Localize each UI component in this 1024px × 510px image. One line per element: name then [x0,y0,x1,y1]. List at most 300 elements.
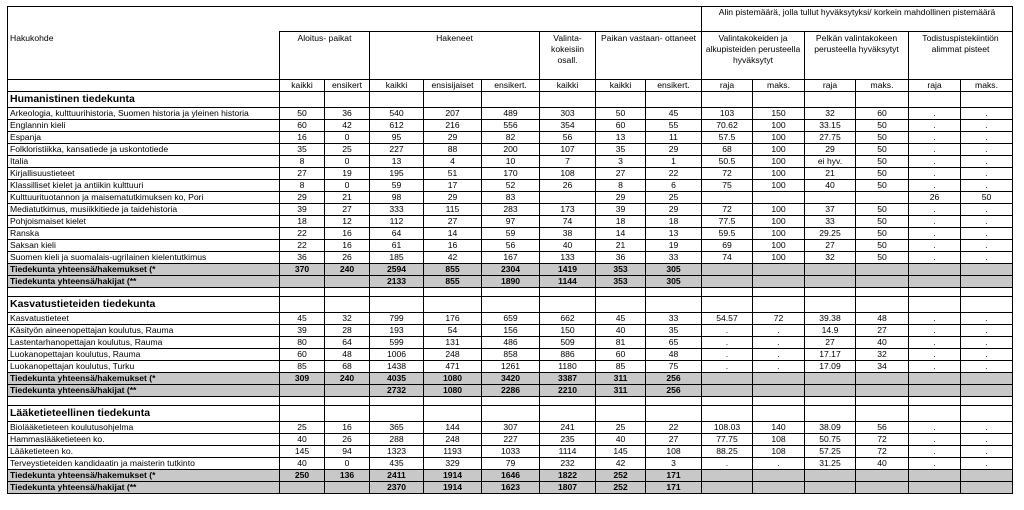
table-cell: 108 [540,168,596,180]
table-cell [805,373,856,385]
table-cell: 40 [596,434,646,446]
table-cell: 57.5 [702,132,753,144]
subheader-cell: maks. [961,80,1013,92]
table-cell: 1419 [540,264,596,276]
table-cell [753,264,805,276]
subheader-cell: raja [909,80,961,92]
spacer-cell [8,397,280,406]
table-cell: 858 [482,349,540,361]
spacer-cell [805,288,856,297]
section-title-empty-cell [961,406,1013,422]
table-cell [280,276,325,288]
spacer-cell [325,397,370,406]
section-title-empty-cell [909,406,961,422]
table-cell: 612 [370,120,424,132]
table-cell: 16 [325,240,370,252]
table-cell: 2411 [370,470,424,482]
spacer-cell [8,288,280,297]
table-cell [856,276,909,288]
table-cell: 27 [424,216,482,228]
table-cell: 52 [482,180,540,192]
hakukohde-header: Hakukohde [8,32,280,80]
table-row [8,108,1013,120]
table-cell: . [909,132,961,144]
table-cell: 1114 [540,446,596,458]
table-cell: 1914 [424,470,482,482]
table-cell: 33.15 [805,120,856,132]
table-cell: 68 [702,144,753,156]
admissions-table-container [7,6,1013,494]
spacer-cell [702,397,753,406]
table-cell: 3 [646,458,702,470]
spacer-cell [909,288,961,297]
spacer-cell [424,397,482,406]
table-cell: 241 [540,422,596,434]
table-cell: 8 [280,180,325,192]
table-cell: . [961,446,1013,458]
section-title-empty-cell [646,406,702,422]
table-cell [702,264,753,276]
table-cell: 100 [753,240,805,252]
table-cell: 29 [280,192,325,204]
section-title-empty-cell [753,406,805,422]
row-label: Kulttuurituotannon ja maisematutkimuksen ko, Pori [8,192,280,204]
table-cell [909,276,961,288]
table-cell: 97 [482,216,540,228]
row-label: Tiedekunta yhteensä/hakemukset (* [8,470,280,482]
table-cell: 107 [540,144,596,156]
table-cell: 309 [280,373,325,385]
table-cell: 21 [805,168,856,180]
table-cell: 85 [596,361,646,373]
row-label: Italia [8,156,280,168]
table-cell: 64 [325,337,370,349]
table-cell: . [961,204,1013,216]
table-cell: 100 [753,204,805,216]
table-cell: 70.62 [702,120,753,132]
table-cell: 1193 [424,446,482,458]
table-cell: . [961,458,1013,470]
section-title-empty-cell [280,92,325,108]
table-cell [909,385,961,397]
section-title-empty-cell [280,297,325,313]
section-title-empty-cell [856,92,909,108]
table-cell: . [909,434,961,446]
row-label: Suomen kieli ja suomalais-ugrilainen kielentutkimus [8,252,280,264]
table-cell: 34 [856,361,909,373]
table-cell: 195 [370,168,424,180]
table-cell [805,385,856,397]
table-cell: 100 [753,168,805,180]
table-cell: 21 [596,240,646,252]
table-cell: 288 [370,434,424,446]
table-cell: 60 [596,349,646,361]
table-cell: . [961,120,1013,132]
section-title-empty-cell [805,92,856,108]
table-cell: 100 [753,228,805,240]
table-cell: . [909,144,961,156]
table-cell [909,373,961,385]
table-cell: 72 [856,446,909,458]
table-cell: 40 [540,240,596,252]
table-cell: . [909,349,961,361]
hakeneet-header: Hakeneet [370,32,540,80]
table-cell: 1890 [482,276,540,288]
subheader-blank [8,80,280,92]
table-cell [702,276,753,288]
table-cell: 216 [424,120,482,132]
table-cell: 2370 [370,482,424,494]
table-cell: 659 [482,313,540,325]
table-cell: 27 [805,337,856,349]
total-row [8,470,1013,482]
section-title-empty-cell [482,297,540,313]
table-cell [909,482,961,494]
table-cell: 72 [753,313,805,325]
table-cell: 13 [646,228,702,240]
table-cell: 311 [596,373,646,385]
table-cell [961,373,1013,385]
table-cell: 13 [370,156,424,168]
table-cell: . [753,337,805,349]
table-cell: 75 [646,361,702,373]
table-cell: 72 [856,434,909,446]
table-cell: 250 [280,470,325,482]
row-label: Kirjallisuustieteet [8,168,280,180]
table-cell [325,276,370,288]
table-cell: 77.75 [702,434,753,446]
table-cell: 50 [856,240,909,252]
table-cell: . [961,422,1013,434]
table-cell: 61 [370,240,424,252]
table-cell: 1323 [370,446,424,458]
table-cell: 56 [482,240,540,252]
table-cell: . [961,361,1013,373]
table-cell: 42 [325,120,370,132]
table-cell: 39 [596,204,646,216]
table-cell: 509 [540,337,596,349]
table-cell: 144 [424,422,482,434]
section-title-empty-cell [325,297,370,313]
table-cell: 100 [753,144,805,156]
table-cell [805,470,856,482]
table-cell: 50 [596,108,646,120]
table-cell: 25 [646,192,702,204]
table-cell: 25 [596,422,646,434]
section-title-empty-cell [325,92,370,108]
table-cell: 1 [646,156,702,168]
table-cell: 32 [805,252,856,264]
table-cell: 50 [856,252,909,264]
row-label: Ranska [8,228,280,240]
table-cell: . [753,458,805,470]
section-title: Kasvatustieteiden tiedekunta [8,297,280,313]
table-cell: . [961,144,1013,156]
table-cell: 303 [540,108,596,120]
table-cell: 10 [482,156,540,168]
table-cell: 471 [424,361,482,373]
table-cell: 88.25 [702,446,753,458]
table-cell: 100 [753,156,805,168]
table-cell [961,482,1013,494]
table-cell: 27 [280,168,325,180]
table-cell: 3387 [540,373,596,385]
section-title-empty-cell [424,92,482,108]
table-cell: 40 [856,458,909,470]
table-cell: 29 [424,192,482,204]
table-cell: 170 [482,168,540,180]
table-cell: . [961,180,1013,192]
table-cell: 18 [646,216,702,228]
section-title-empty-cell [540,406,596,422]
spacer-cell [702,288,753,297]
table-cell: . [909,180,961,192]
total-row [8,482,1013,494]
table-row [8,132,1013,144]
total-row [8,264,1013,276]
table-cell: 252 [596,482,646,494]
table-cell [856,264,909,276]
table-cell: 25 [325,144,370,156]
table-cell: 50 [856,216,909,228]
table-cell: 100 [753,132,805,144]
table-cell: 1646 [482,470,540,482]
table-cell: 365 [370,422,424,434]
table-cell: 227 [482,434,540,446]
table-cell: . [961,132,1013,144]
table-cell: 248 [424,349,482,361]
table-row [8,144,1013,156]
section-title-empty-cell [596,92,646,108]
section-title-row [8,406,1013,422]
table-row [8,228,1013,240]
table-cell [753,373,805,385]
header-row-main [8,32,1013,80]
table-cell: . [961,313,1013,325]
table-cell: 108 [646,446,702,458]
subheader-cell: kaikki [540,80,596,92]
table-row [8,240,1013,252]
table-cell: 50 [856,204,909,216]
subheader-cell: kaikki [596,80,646,92]
table-cell: 33 [646,252,702,264]
table-cell: 60 [856,108,909,120]
row-label: Tiedekunta yhteensä/hakijat (** [8,385,280,397]
table-cell: 18 [596,216,646,228]
table-cell: 486 [482,337,540,349]
table-cell: 305 [646,276,702,288]
spacer-cell [370,288,424,297]
table-cell: 307 [482,422,540,434]
table-cell: 7 [540,156,596,168]
table-cell: 3420 [482,373,540,385]
valintakokeisiin-header: Valinta- kokeisiin osall. [540,32,596,80]
table-cell: 85 [280,361,325,373]
section-title-empty-cell [646,92,702,108]
table-cell: 33 [646,313,702,325]
table-cell [540,192,596,204]
table-cell: . [909,228,961,240]
table-cell: 69 [702,240,753,252]
table-cell: 50.5 [702,156,753,168]
spacer-cell [596,288,646,297]
table-cell: 145 [280,446,325,458]
table-cell: 22 [280,228,325,240]
table-cell: 207 [424,108,482,120]
table-row [8,458,1013,470]
table-cell: 855 [424,264,482,276]
section-title-empty-cell [702,297,753,313]
subheader-cell: ensikert [325,80,370,92]
table-cell: . [961,325,1013,337]
table-cell: 42 [424,252,482,264]
table-cell: 1807 [540,482,596,494]
table-cell: 6 [646,180,702,192]
table-cell: 256 [646,385,702,397]
table-cell: 17.17 [805,349,856,361]
table-cell: 27 [805,240,856,252]
table-cell: 133 [540,252,596,264]
table-cell: . [961,168,1013,180]
table-row [8,325,1013,337]
header-row-sub [8,80,1013,92]
table-cell: . [909,446,961,458]
table-cell: 29 [646,204,702,216]
table-cell: 77.5 [702,216,753,228]
table-cell [856,470,909,482]
table-row [8,180,1013,192]
table-cell: 235 [540,434,596,446]
table-cell: . [909,108,961,120]
subheader-cell: raja [805,80,856,92]
table-cell: 13 [596,132,646,144]
table-cell [753,192,805,204]
row-label: Espanja [8,132,280,144]
table-cell: 56 [856,422,909,434]
section-title-empty-cell [702,92,753,108]
table-cell: 35 [646,325,702,337]
table-cell: 1080 [424,385,482,397]
admissions-table [7,6,1013,494]
table-cell: 74 [540,216,596,228]
table-cell: 171 [646,482,702,494]
table-cell: 283 [482,204,540,216]
section-title-empty-cell [961,297,1013,313]
table-cell [325,482,370,494]
table-cell: 54.57 [702,313,753,325]
table-cell: . [909,204,961,216]
table-cell: . [702,349,753,361]
section-title-empty-cell [280,406,325,422]
row-label: Kasvatustieteet [8,313,280,325]
aloituspaikat-header: Aloitus- paikat [280,32,370,80]
table-row [8,434,1013,446]
table-cell: 599 [370,337,424,349]
table-cell: 17 [424,180,482,192]
table-cell: 54 [424,325,482,337]
table-cell: 176 [424,313,482,325]
table-cell: 156 [482,325,540,337]
table-cell [280,482,325,494]
spacer-cell [646,288,702,297]
table-cell: 72 [702,168,753,180]
table-cell: 200 [482,144,540,156]
table-cell: 353 [596,264,646,276]
table-cell [909,264,961,276]
row-label: Tiedekunta yhteensä/hakijat (** [8,482,280,494]
table-cell: 50 [856,168,909,180]
table-row [8,156,1013,168]
table-cell: . [961,108,1013,120]
table-cell: . [961,216,1013,228]
table-cell [753,470,805,482]
table-cell: 16 [325,228,370,240]
table-cell: 354 [540,120,596,132]
table-cell: 305 [646,264,702,276]
table-cell: 1144 [540,276,596,288]
table-cell: 37 [805,204,856,216]
table-cell [753,482,805,494]
table-cell [961,385,1013,397]
table-row [8,216,1013,228]
table-row [8,204,1013,216]
table-cell: 50 [961,192,1013,204]
section-title-row [8,92,1013,108]
table-cell: 131 [424,337,482,349]
subheader-cell: ensikert. [646,80,702,92]
table-cell: 59.5 [702,228,753,240]
table-cell: 2304 [482,264,540,276]
table-cell: . [702,337,753,349]
subheader-cell: maks. [753,80,805,92]
table-cell: 31.25 [805,458,856,470]
table-cell: 248 [424,434,482,446]
table-cell: 150 [540,325,596,337]
table-cell: . [753,325,805,337]
table-cell: 80 [280,337,325,349]
row-label: Tiedekunta yhteensä/hakemukset (* [8,373,280,385]
table-cell: 26 [325,252,370,264]
table-cell: 48 [325,349,370,361]
table-cell: 33 [805,216,856,228]
table-cell: 1623 [482,482,540,494]
table-cell: . [961,434,1013,446]
section-title-empty-cell [596,297,646,313]
spacer-row [8,288,1013,297]
table-cell: 95 [370,132,424,144]
table-cell: 2732 [370,385,424,397]
table-cell: 50 [856,180,909,192]
table-cell: 11 [646,132,702,144]
table-cell: 38 [540,228,596,240]
table-row [8,361,1013,373]
subheader-cell: raja [702,80,753,92]
table-cell: . [702,361,753,373]
table-cell: 60 [280,120,325,132]
table-cell: 27 [325,204,370,216]
table-cell: 29 [805,144,856,156]
table-cell [961,276,1013,288]
table-cell: 45 [596,313,646,325]
table-cell [280,385,325,397]
row-label: Biolääketieteen koulutusohjelma [8,422,280,434]
table-cell: 4035 [370,373,424,385]
table-cell: 79 [482,458,540,470]
table-cell: 540 [370,108,424,120]
table-cell: . [909,313,961,325]
row-label: Luokanopettajan koulutus, Turku [8,361,280,373]
table-row [8,337,1013,349]
